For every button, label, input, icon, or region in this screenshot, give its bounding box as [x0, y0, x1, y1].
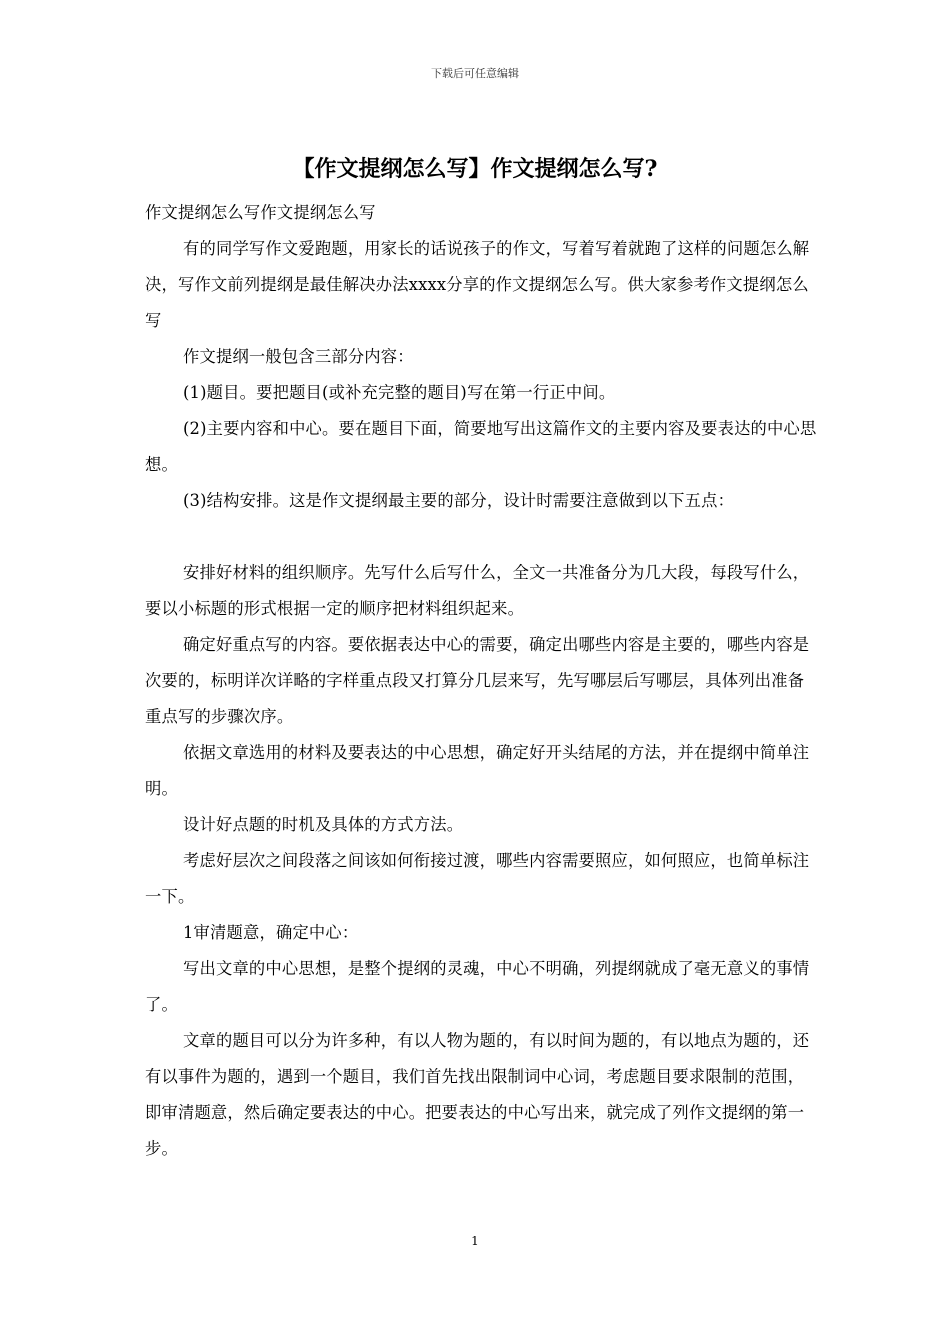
blank-line — [145, 519, 820, 555]
document-title: 【作文提纲怎么写】作文提纲怎么写? — [292, 156, 658, 182]
paragraph-outline-parts: 作文提纲一般包含三部分内容： — [183, 347, 414, 366]
paragraph-key-content: 确定好重点写的内容。要依据表达中心的需要，确定出哪些内容是主要的，哪些内容是次要的，标明详次详略的字样重点段又打算分几层来写，先写哪层后写哪层，具体列出准备重点写的步骤次序。 — [145, 635, 810, 726]
paragraph-intro: 有的同学写作文爱跑题，用家长的话说孩子的作文，写着写着就跑了这样的问题怎么解决，写作文前列提纲是最佳解决办法xxxx分享的作文提纲怎么写。供大家参考作文提纲怎么写 — [145, 239, 810, 330]
document-subtitle: 作文提纲怎么写作文提纲怎么写 — [145, 203, 376, 222]
paragraph-title-types: 文章的题目可以分为许多种，有以人物为题的，有以时间为题的，有以地点为题的，还有以事件为题的，遇到一个题目，我们首先找出限制词中心词，考虑题目要求限制的范围，即审清题意，然后确定要表达的中心。把要表达的中心写出来，就完成了列作文提纲的第一步。 — [145, 1031, 810, 1158]
paragraph-material-order: 安排好材料的组织顺序。先写什么后写什么，全文一共准备分为几大段，每段写什么，要以小标题的形式根据一定的顺序把材料组织起来。 — [145, 563, 810, 618]
paragraph-transitions: 考虑好层次之间段落之间该如何衔接过渡，哪些内容需要照应，如何照应，也简单标注一下。 — [145, 851, 810, 906]
paragraph-step-one-heading: 1审清题意，确定中心： — [183, 923, 359, 942]
paragraph-item-content: (2)主要内容和中心。要在题目下面，简要地写出这篇作文的主要内容及要表达的中心思想。 — [145, 419, 817, 474]
paragraph-item-structure: (3)结构安排。这是作文提纲最主要的部分，设计时需要注意做到以下五点： — [183, 491, 735, 510]
page-number: 1 — [471, 1234, 479, 1248]
header-note: 下载后可任意编辑 — [431, 67, 519, 80]
paragraph-opening-ending: 依据文章选用的材料及要表达的中心思想，确定好开头结尾的方法，并在提纲中简单注明。 — [145, 743, 810, 798]
document-body — [145, 195, 820, 1167]
paragraph-theme-timing: 设计好点题的时机及具体的方式方法。 — [183, 815, 464, 834]
paragraph-item-title: (1)题目。要把题目(或补充完整的题目)写在第一行正中间。 — [183, 383, 616, 402]
paragraph-central-idea: 写出文章的中心思想，是整个提纲的灵魂，中心不明确，列提纲就成了毫无意义的事情了。 — [145, 959, 810, 1014]
